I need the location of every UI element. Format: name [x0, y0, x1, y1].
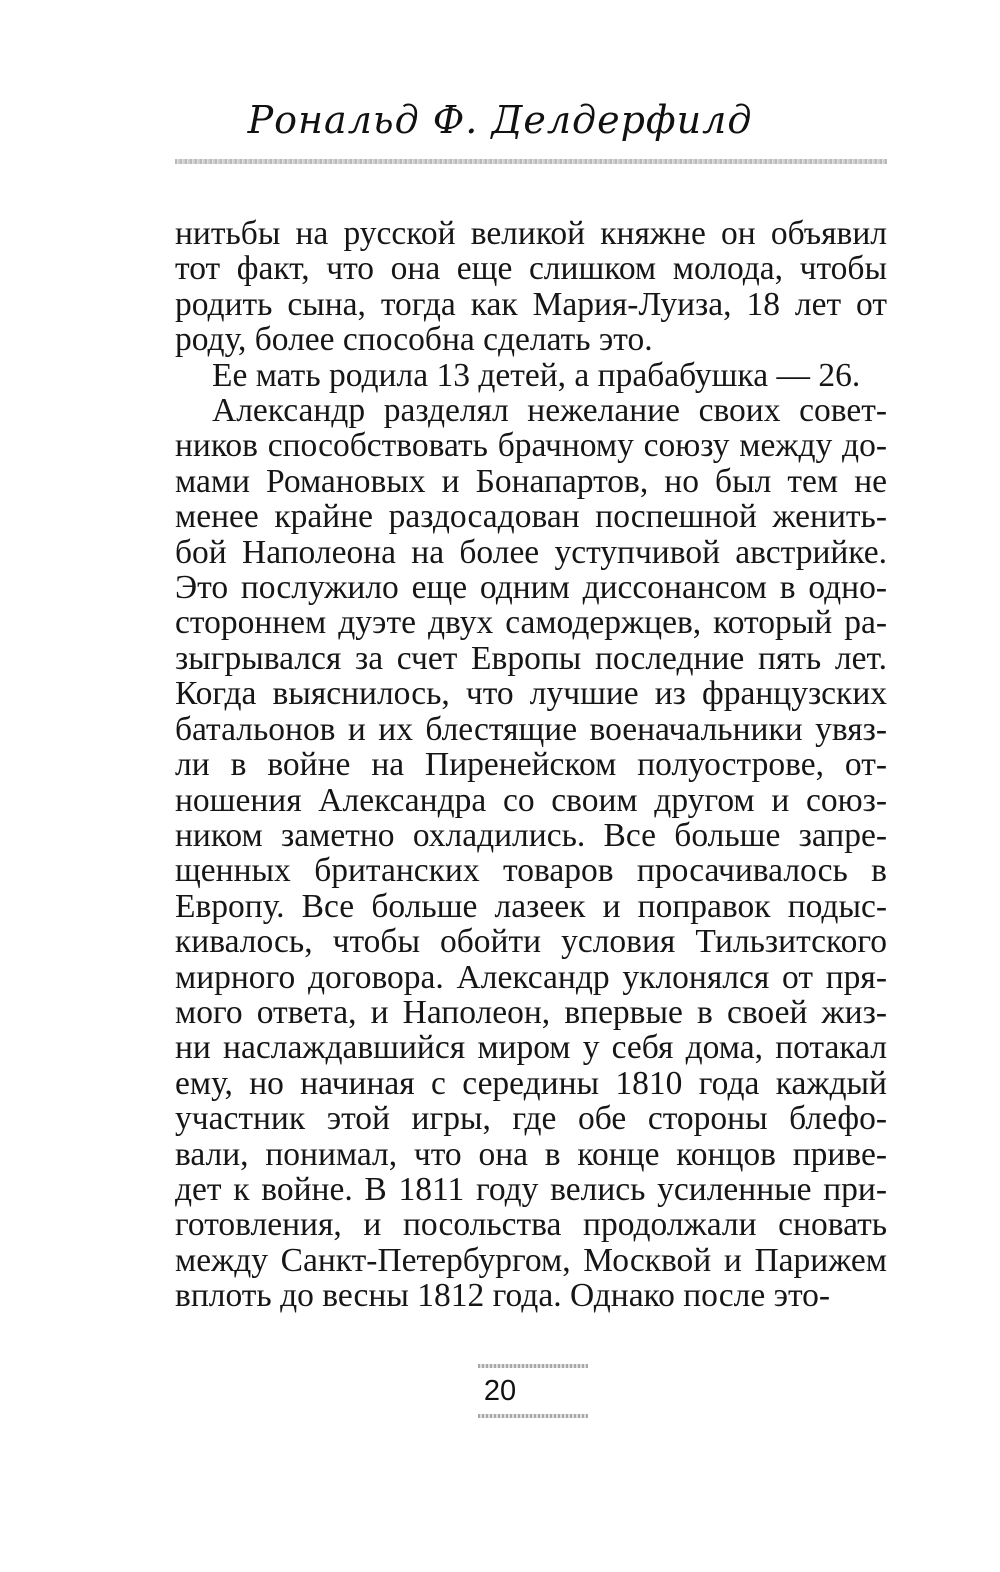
- text-line: ли в войне на Пиренейском полуострове, от-: [175, 746, 887, 784]
- text-line: Ее мать родила 13 детей, а прабабушка — 26.: [212, 356, 861, 394]
- text-line: Европу. Все больше лазеек и поправок подыс-: [175, 887, 887, 925]
- page-number: 20: [483, 1375, 517, 1407]
- text-line: ников способствовать брачному союзу между до-: [175, 427, 887, 465]
- text-line: менее крайне раздосадован поспешной женить-: [175, 498, 887, 536]
- text-line: бой Наполеона на более уступчивой австрийке.: [175, 533, 887, 571]
- text-line: дет к войне. В 1811 году велись усиленные при-: [175, 1170, 887, 1208]
- text-line: вали, понимал, что она в конце концов приве-: [175, 1135, 887, 1173]
- text-line: кивалось, чтобы обойти условия Тильзитского: [175, 923, 887, 961]
- text-line: ношения Александра со своим другом и союз-: [175, 781, 887, 819]
- running-head: Рональд Ф. Делдерфилд: [247, 98, 753, 142]
- text-line: мами Романовых и Бонапартов, но был тем не: [175, 462, 887, 500]
- text-line: нитьбы на русской великой княжне он объявил: [175, 215, 887, 252]
- text-line: ему, но начиная с середины 1810 года каждый: [175, 1064, 887, 1102]
- text-line: тот факт, что она еще слишком молода, чтобы: [175, 250, 887, 288]
- paragraph: [175, 393, 887, 1314]
- body-text: [175, 216, 887, 1314]
- text-line: участник этой игры, где обе стороны блефо-: [175, 1100, 887, 1138]
- text-line: мирного договора. Александр уклонялся от пря-: [175, 958, 887, 996]
- paragraph: [175, 216, 887, 358]
- text-line: батальонов и их блестящие военачальники увяз-: [175, 710, 887, 748]
- text-line: Александр разделял нежелание своих совет-: [212, 392, 887, 430]
- header-divider: [175, 159, 887, 164]
- text-line: зыгрывался за счет Европы последние пять лет.: [175, 639, 887, 677]
- paragraph: [175, 358, 887, 393]
- text-line: родить сына, тогда как Мария-Луиза, 18 лет от: [175, 285, 887, 323]
- text-line: стороннем дуэте двух самодержцев, который ра-: [175, 604, 887, 642]
- text-line: готовления, и посольства продолжали сновать: [175, 1206, 887, 1244]
- text-line: вплоть до весны 1812 года. Однако после это-: [175, 1277, 831, 1315]
- text-line: Это послужило еще одним диссонансом в одно-: [175, 569, 887, 607]
- text-line: роду, более способна сделать это.: [175, 321, 653, 359]
- text-line: Когда выяснилось, что лучшие из французских: [175, 675, 887, 713]
- text-line: между Санкт-Петербургом, Москвой и Парижем: [175, 1241, 887, 1279]
- text-line: мого ответа, и Наполеон, впервые в своей жиз-: [175, 993, 887, 1031]
- folio-divider-bottom: [478, 1414, 588, 1418]
- text-line: ни наслаждавшийся миром у себя дома, потакал: [175, 1029, 887, 1067]
- text-line: щенных британских товаров просачивалось в: [175, 852, 887, 890]
- folio-divider-top: [478, 1364, 588, 1368]
- text-line: ником заметно охладились. Все больше запре-: [175, 816, 887, 854]
